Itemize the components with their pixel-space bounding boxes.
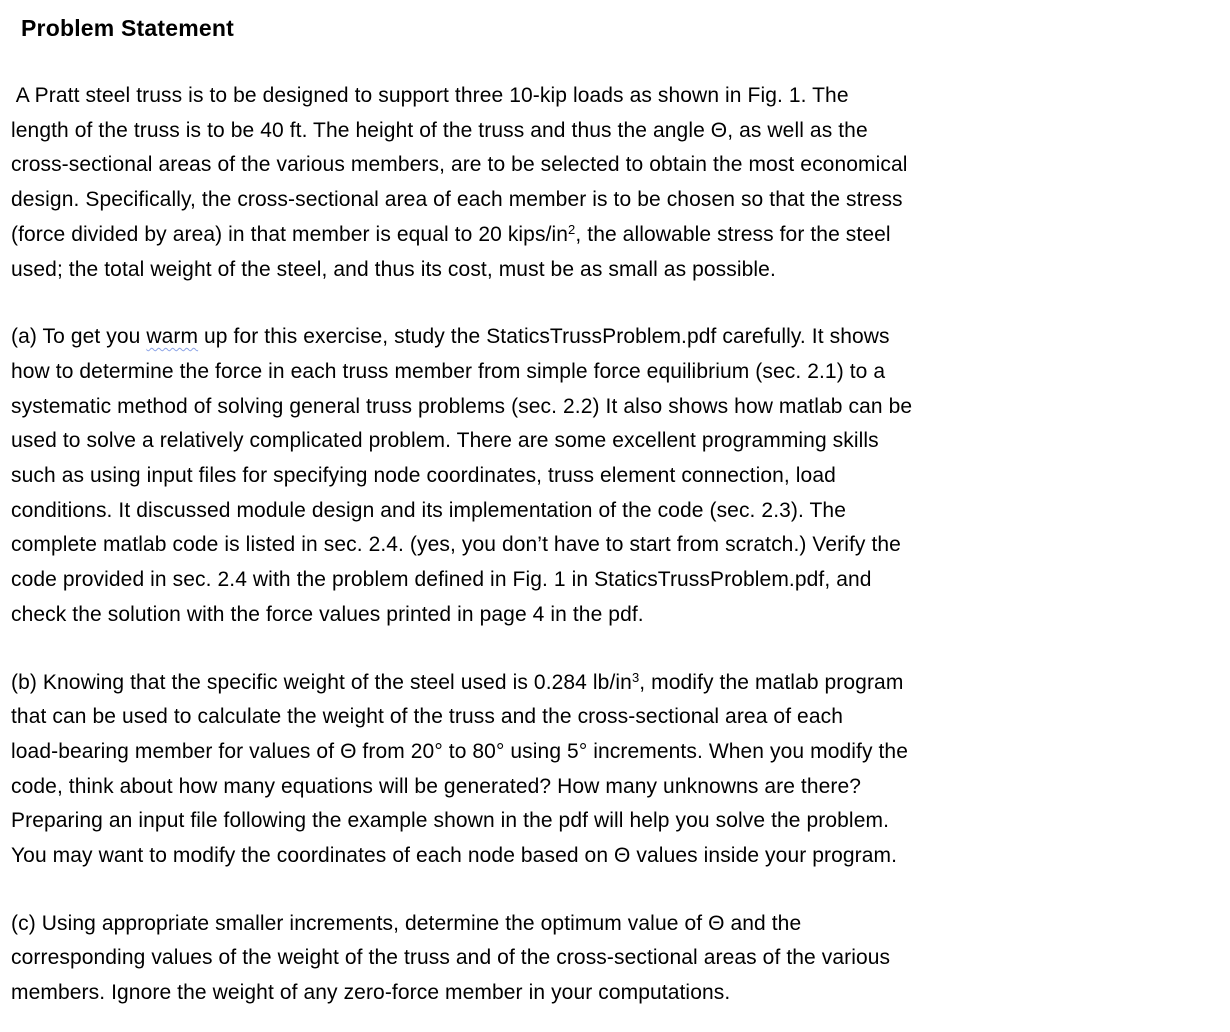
text-line: [11, 183, 1230, 218]
superscript-text: 3: [631, 669, 640, 685]
page-title: Problem Statement: [21, 15, 235, 41]
paragraph: [11, 79, 1230, 287]
paragraph: [11, 907, 1230, 1011]
text-segment: , the allowable stress for the steel: [575, 222, 891, 246]
text-line: [11, 941, 1230, 976]
text-segment: such as using input files for specifying node coordinates, truss element connection, load: [11, 464, 836, 488]
text-line: [11, 528, 1230, 563]
text-segment: check the solution with the force values printed in page 4 in the pdf.: [11, 602, 644, 626]
text-line: [11, 839, 1230, 874]
text-line: [11, 355, 1230, 390]
text-line: [11, 700, 1230, 735]
text-segment: conditions. It discussed module design and its implementation of the code (sec. 2.3). The: [11, 498, 846, 522]
text-segment: members. Ignore the weight of any zero-force member in your computations.: [11, 981, 731, 1005]
text-line: [11, 424, 1230, 459]
text-segment: Preparing an input file following the example shown in the pdf will help you solve the problem.: [11, 809, 890, 833]
text-line: [11, 253, 1230, 288]
text-segment: that can be used to calculate the weight of the truss and the cross-sectional area of each: [11, 705, 843, 729]
text-line: [11, 598, 1230, 633]
text-line: [11, 79, 1230, 114]
text-segment: used to solve a relatively complicated problem. There are some excellent programming skills: [11, 429, 879, 453]
text-line: [11, 563, 1230, 598]
text-segment: A Pratt steel truss is to be designed to support three 10-kip loads as shown in Fig. 1. The: [11, 84, 849, 107]
text-segment: load-bearing member for values of Θ from 20° to 80° using 5° increments. When you modify the: [11, 739, 908, 763]
text-line: [11, 907, 1230, 942]
text-segment: complete matlab code is listed in sec. 2.4. (yes, you don’t have to start from scratch.) Verify the: [11, 533, 901, 557]
text-segment: (force divided by area) in that member is equal to 20 kips/in: [11, 222, 569, 246]
text-segment: length of the truss is to be 40 ft. The height of the truss and thus the angle Θ, as well as the: [11, 118, 868, 142]
text-line: [11, 976, 1230, 1011]
text-segment: (a) To get you: [11, 325, 147, 349]
text-segment: cross-sectional areas of the various members, are to be selected to obtain the most economical: [11, 153, 908, 177]
paragraphs-container: [11, 79, 1230, 1011]
text-segment: code, think about how many equations will be generated? How many unknowns are there?: [11, 774, 862, 798]
text-segment: up for this exercise, study the StaticsTrussProblem.pdf carefully. It shows: [198, 325, 890, 349]
text-segment: systematic method of solving general truss problems (sec. 2.2) It also shows how matlab can be: [11, 394, 913, 418]
text-segment: design. Specifically, the cross-sectional area of each member is to be chosen so that the stress: [11, 188, 903, 212]
text-segment: corresponding values of the weight of the truss and of the cross-sectional areas of the various: [11, 946, 891, 970]
text-segment: , modify the matlab program: [639, 670, 904, 694]
text-line: [11, 390, 1230, 425]
text-segment: code provided in sec. 2.4 with the problem defined in Fig. 1 in StaticsTrussProblem.pdf, and: [11, 568, 872, 592]
text-line: [11, 218, 1230, 253]
text-segment: how to determine the force in each truss member from simple force equilibrium (sec. 2.1) to a: [11, 359, 886, 383]
text-line: [11, 148, 1230, 183]
text-line: [11, 735, 1230, 770]
text-segment: (c) Using appropriate smaller increments, determine the optimum value of Θ and the: [11, 911, 802, 935]
paragraph: [11, 320, 1230, 632]
text-segment: You may want to modify the coordinates of each node based on Θ values inside your program.: [11, 844, 898, 868]
text-line: [11, 459, 1230, 494]
text-line: [11, 320, 1230, 355]
text-line: [11, 666, 1230, 701]
paragraph: [11, 666, 1230, 874]
text-line: [11, 770, 1230, 805]
text-segment: (b) Knowing that the specific weight of the steel used is 0.284 lb/in: [11, 670, 632, 694]
superscript-text: 2: [568, 221, 576, 237]
text-segment: used; the total weight of the steel, and thus its cost, must be as small as possible.: [11, 257, 776, 281]
text-line: [11, 114, 1230, 149]
text-line: [11, 494, 1230, 529]
text-line: [11, 804, 1230, 839]
spellcheck-flagged-word: warm: [146, 325, 199, 349]
